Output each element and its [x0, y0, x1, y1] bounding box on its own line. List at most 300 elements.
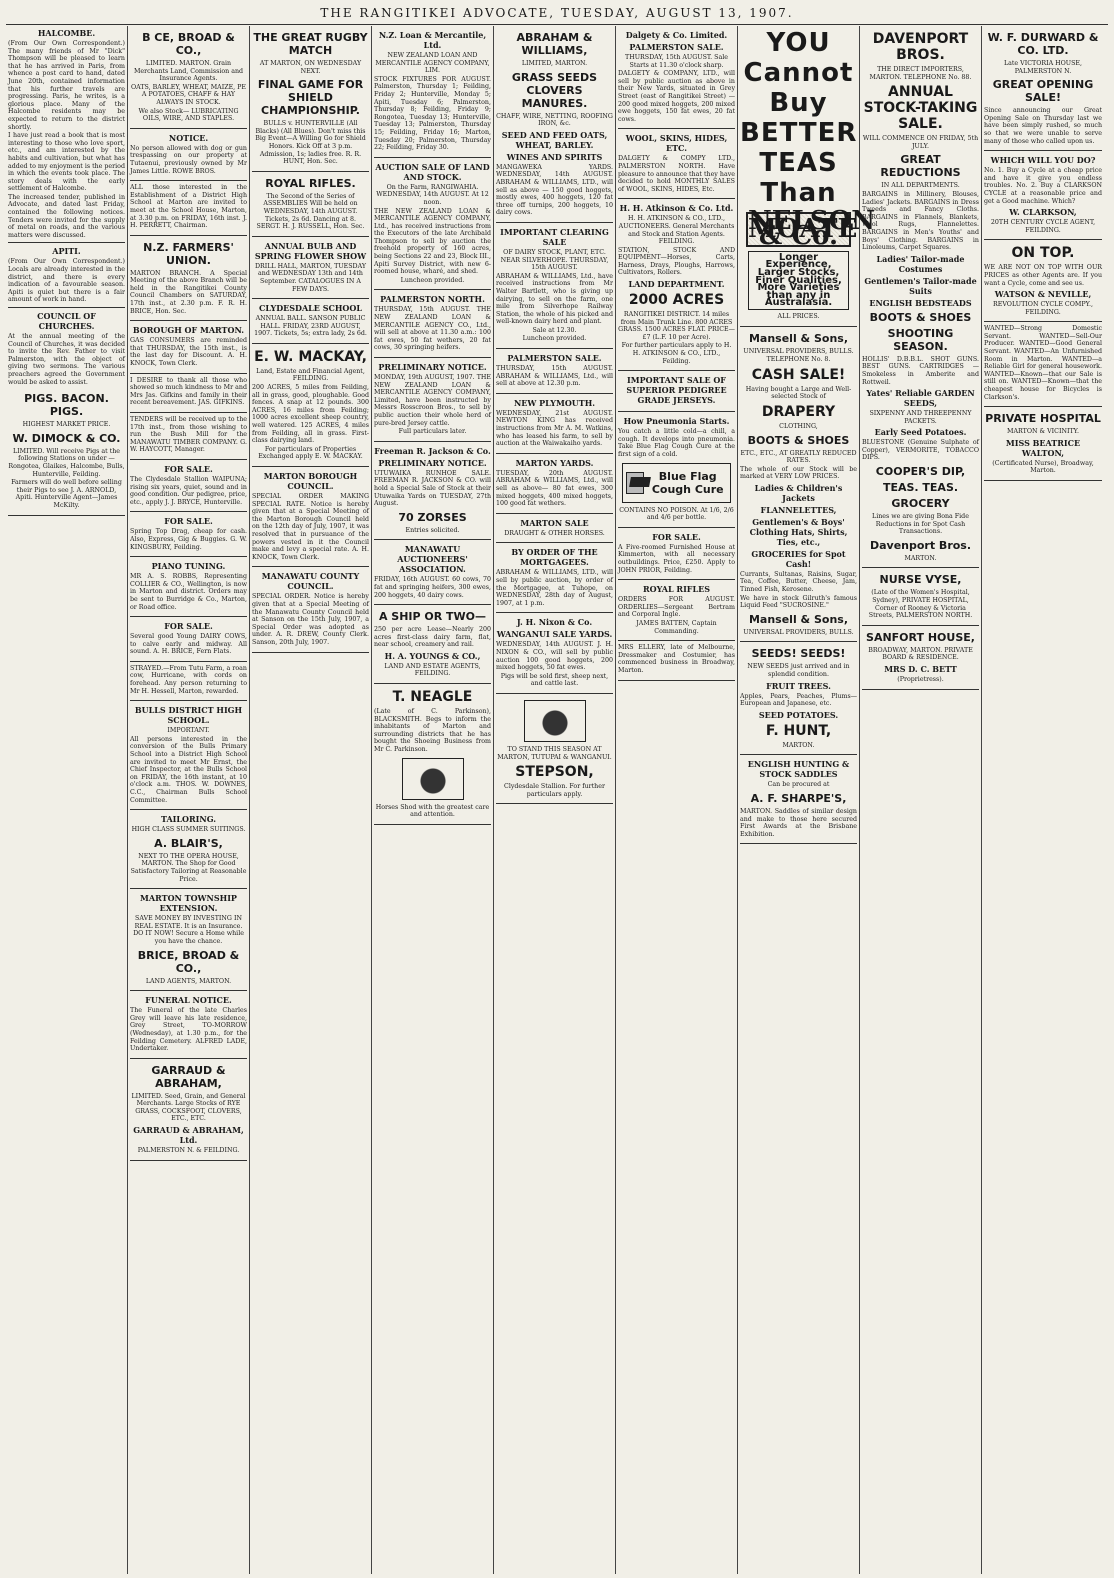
ad-text: Luncheon provided. [400, 276, 465, 284]
ad-text: ALL those interested in the Establishment of a District High School at Marton are invited to meet at the School House, Marton, at 3.30 p.m. on FRIDAY, 16th inst. J. H. PERRETT, Chairman. [130, 184, 247, 230]
divider [8, 307, 125, 308]
ad-heading: Yates' Reliable GARDEN SEEDS, [866, 388, 975, 409]
ad-text: Can be procured at [767, 781, 830, 789]
ad-text: TENDERS will be received up to the 17th inst., from those wishing to run the Bush Mill for the MANAWATU TIMBER COMPANY. G. W. HAYCOTT, Manager. [130, 416, 247, 454]
ad-horses [496, 514, 613, 544]
ad-text: MARTON BRANCH. A Special Meeting of the above Branch will be held in the Rangitikei County Council Chambers on SATURDAY, 17th inst., at 2.30 p.m. F. R. H. BRICE, Hon. Sec. [130, 269, 247, 315]
ad-heading: LAND DEPARTMENT. [628, 279, 725, 290]
ad-heading: How Pneumonia Starts. [623, 416, 730, 427]
ad-jackson [374, 442, 491, 541]
heading-apiti: APITI. [52, 246, 81, 257]
ad-heading: STEPSON, [515, 764, 594, 781]
ad-heading: Davenport Bros. [869, 538, 972, 552]
ad-heading: MRS D. C. BETT [884, 664, 957, 674]
ad-preliminary [374, 358, 491, 442]
ad-text: HIGH CLASS SUMMER SUITINGS. [131, 826, 246, 834]
ad-text: LAND AGENTS, MARTON. [145, 977, 232, 985]
ad-text: FRIDAY, 16th AUGUST. 60 cows, 70 fat and springing heifers, 300 ewes, 200 hoggets, 40 dairy cows. [374, 576, 491, 599]
nelson-logo: NELSON MOATE & Co. [748, 206, 876, 252]
ad-notice [130, 129, 247, 181]
ad-text: CONTAINS NO POISON. At 1/6, 2/6 and 4/6 per bottle. [619, 506, 734, 522]
ad-heading: MARTON YARDS. [515, 457, 594, 468]
ad-text: Full particulars later. [398, 428, 467, 436]
ad-strayed [130, 662, 247, 701]
ad-jerseys [618, 371, 735, 412]
ad-heading: SEEDS! SEEDS! [751, 647, 846, 661]
ad-text: We also Stock— LUBRICATING OILS, WIRE, AND STAPLES. [138, 107, 239, 123]
ad-heading: FINAL GAME FOR SHIELD CHAMPIONSHIP. [257, 78, 364, 118]
ad-text: Apples, Pears, Peaches, Plums—European and Japanese, etc. [740, 692, 857, 708]
ad-text: STATION, STOCK AND EQUIPMENT—Horses, Carts, Harness, Drays, Ploughs, Harrows, Cultivators, Rollers. [618, 246, 735, 277]
blue-flag-box [622, 463, 731, 503]
ad-heading: FRUIT TREES. [766, 680, 831, 691]
ad-heading: CLYDESDALE SCHOOL [259, 303, 362, 314]
ad-mortgagees [496, 543, 613, 613]
ad-heading: FUNERAL NOTICE. [145, 995, 232, 1006]
ad-text: MARTON. Saddles of similar design and make to those here secured First Awards at the Brisbane Exhibition. [740, 808, 857, 838]
ad-heading: CASH SALE! [751, 366, 846, 383]
ad-on-top [984, 240, 1102, 322]
ad-heading: Mansell & Sons, [748, 331, 849, 345]
column-6 [616, 26, 738, 1574]
ad-text: Lines we are giving Bona Fide Reductions in for Spot Cash Transactions. [872, 513, 969, 536]
ad-text: JAMES BATTEN, Captain Commanding. [636, 619, 717, 635]
ad-text: SAVE MONEY BY INVESTING IN REAL ESTATE. It is an Insurance. DO IT NOW! Secure a Home while you have the chance. [133, 915, 244, 945]
ad-heading: ANNUAL STOCK-TAKING SALE. [863, 84, 978, 133]
ad-text: 200 ACRES, 5 miles from Feilding, all in grass, good, ploughable. Good fences. A snap at 12 pounds. 300 ACRES, 16 miles from Feilding; 1000 acres excellent sheep country, well watered. 125 ACRES, 4 miles from Feilding, all in grass. First-class dairying land. [252, 384, 369, 445]
ad-borough [130, 321, 247, 373]
ad-auction-land [374, 158, 491, 291]
ad-heading: Dalgety & Co. Limited. [625, 30, 728, 40]
ad-headline: BETTER [740, 118, 858, 148]
ad-text: OF DAIRY STOCK, PLANT, ETC. NEAR SILVERHOPE. THURSDAY, 15th AUGUST. [500, 248, 609, 272]
ad-heading: BOOTS & SHOES [747, 433, 850, 447]
ad-text: The Second of the Series of ASSEMBLIES Will be held on WEDNESDAY, 14th AUGUST. Tickets, 2s 6d. Dancing at 8. SERGT. H. J. RUSSELL, Hon. Sec. [256, 192, 365, 231]
ad-headline: Than [760, 178, 837, 208]
ad-text: Currants, Sultanas, Raisins, Sugar, Tea, Coffee, Butter, Cheese, Jam, Tinned Fish, Kerosene. [740, 570, 857, 594]
ad-text: H. H. ATKINSON & CO., LTD., AUCTIONEERS. General Merchants and Stock and Station Agents. FEILDING. [618, 215, 735, 246]
ad-text: CHAFF, WIRE, NETTING, ROOFING IRON, &c. [496, 112, 613, 128]
ad-heading: Early Seed Potatoes. [874, 427, 967, 438]
ad-heading: ENGLISH BEDSTEADS [869, 297, 972, 308]
ad-text: You catch a little cold—a chill, a cough. It develops into pneumonia. Take Blue Flag Cough Cure at the first sign of a cold. [618, 428, 735, 458]
ad-heading: DAVENPORT BROS. [872, 31, 969, 63]
ad-subheading: IMPORTANT. [167, 727, 210, 735]
ad-heading: GREAT REDUCTIONS [880, 153, 961, 180]
ad-heading: W. F. DURWARD & CO. LTD. [987, 31, 1099, 57]
ad-heading: FLANNELETTES, [760, 504, 837, 515]
article-text: I have just read a book that is most interesting to those who love sport, etc., and am interested by the habits and cultivation, but what has added to my enjoyment is the period in which the events took place. The story deals with the early settlement of Halcombe. [8, 132, 125, 193]
ad-text: Land, Estate and Financial Agent, FEILDING. [256, 367, 365, 383]
ad-text: MARTON. [782, 741, 815, 749]
ad-heading: MARTON BOROUGH COUNCIL. [263, 471, 358, 491]
ad-heading: Blue Flag Cough Cure [651, 469, 724, 496]
ad-text: LIMITED, MARTON. [521, 60, 588, 67]
ad-headline: Buy [769, 88, 828, 118]
ad-heading: FOR SALE. [164, 516, 213, 527]
ad-heading: PRELIMINARY NOTICE. [378, 362, 487, 372]
ad-heading: Gentlemen's Tailor-made Suits [864, 275, 977, 296]
column-8 [860, 26, 982, 1574]
ad-text: Since announcing our Great Opening Sale on Thursday last we have been simply rushed, so much so that we were unable to serve many of those who called upon us. [984, 107, 1102, 145]
ad-text: STRAYED.—From Tutu Farm, a roan cow, Hurricane, with cords on forehead. Any person returning to Mr H. Hessell, Marton, rewarded. [130, 664, 247, 695]
ad-text: MARTON. [904, 554, 937, 562]
ad-marton-yards [496, 454, 613, 514]
ad-sanfort-house [862, 626, 979, 690]
ad-for-sale-cows [130, 617, 247, 662]
ad-text: PALMERSTON N. & FEILDING. [137, 1147, 240, 1155]
ad-text: LIMITED. MARTON. Grain Merchants Land, Commission and Insurance Agents. [133, 60, 244, 83]
ad-heading: TEAS. TEAS. [882, 481, 959, 495]
ad-text: RANGITIKEI DISTRICT. 14 miles from Main Trunk Line. 800 ACRES GRASS. 1500 ACRES FLAT. PRICE—£7 (L.F. 10 per Acre). [618, 311, 735, 341]
ad-thanks [130, 374, 247, 413]
ad-headline: TEAS [759, 148, 838, 178]
ad-heading: Ladies & Children's Jackets [754, 482, 843, 503]
ad-mansell [740, 327, 857, 643]
ad-text: SPECIAL ORDER. Notice is hereby given that at a Special Meeting of the Manawatu County Council held at Sanson on the 15th July, 1907, a Special Order was adopted as under. A. R. DREW, County Clerk. Sanson, 20th July, 1907. [252, 593, 369, 646]
article-text: (From Our Own Correspondent.) The many friends of Mr "Dick" Thompson will be pleased to learn that he has arrived in Paris, from whence a post card to hand, dated June 20th, contained information that his further travels are progressing. Paris, he writes, is a glorious place. Many of the Halcombe residents may be expected to return to the district shortly. [8, 40, 125, 131]
ad-text: SPECIAL ORDER MAKING SPECIAL RATE. Notice is hereby given that at a Special Meeting of the Marton Borough Council held on the 12th day of July, 1907, it was resolved that in pursuance of the powers vested in it the Council make and levy a special rate. A. H. KNOCK, Town Clerk. [252, 493, 369, 561]
ad-text: THE DIRECT IMPORTERS, MARTON. TELEPHONE No. 88. [869, 66, 972, 81]
ad-house-for-sale [618, 528, 735, 580]
ad-pigs [8, 387, 125, 515]
ad-heading: PALMERSTON SALE. [629, 42, 724, 52]
ad-heading: N.Z. FARMERS' UNION. [143, 240, 234, 267]
ad-heading: Freeman R. Jackson & Co. [374, 445, 491, 456]
ad-text: ORDERS FOR AUGUST. ORDERLIES—Sergeant Bertram and Corporal Ingle. [618, 596, 735, 619]
ad-text: REVOLUTION CYCLE COMPY., FEILDING. [993, 301, 1093, 316]
ad-text: ANNUAL BALL. SANSON PUBLIC HALL. FRIDAY, 23RD AUGUST, 1907. Tickets, 5s; extra lady, 2s 6d. [254, 315, 367, 338]
ad-heading: E. W. MACKAY, [254, 348, 367, 365]
ad-heading: DRAPERY [761, 403, 836, 420]
ad-text: CLOTHING, [779, 422, 818, 430]
ad-heading: GRASS SEEDS CLOVERS MANURES. [511, 70, 598, 110]
ad-text: WILL COMMENCE ON FRIDAY, 5th JULY. [862, 135, 979, 150]
ad-text: (Proprietress). [897, 676, 944, 683]
ad-text: WEDNESDAY, 21st AUGUST. NEWTON KING has received instructions from Mr A. M. Watkins, who has leased his farm, to sell by auction at the Waiwakaiho yards. [496, 409, 613, 448]
ad-heading: FOR SALE. [652, 531, 701, 542]
ad-manawatu-county [252, 567, 369, 652]
ad-flower-show [252, 237, 369, 299]
ad-text: OATS, BARLEY, WHEAT, MAIZE, PE A POTATOES, CHAFF & HAY ALWAYS IN STOCK. [130, 83, 247, 106]
ad-heading: T. NEAGLE [392, 689, 473, 706]
ad-text: No. 1. Buy a Cycle at a cheap price and have it give you endless troubles. No. 2. Buy a CLARKSON CYCLE at a reasonable price and get a Good machine. Which? [984, 167, 1102, 205]
ad-mackay [252, 344, 369, 467]
ad-heading: PRIVATE HOSPITAL [985, 412, 1101, 426]
ad-text: UNIVERSAL PROVIDERS, BULLS. [743, 347, 854, 355]
ad-text: WE ARE NOT ON TOP WITH OUR PRICES as other Agents are. If you want a Cycle, come and see us. [984, 264, 1102, 287]
ad-heading: H. H. Atkinson & Co. Ltd. [619, 203, 734, 214]
ad-text: BROADWAY, MARTON. PRIVATE BOARD & RESIDENCE. [868, 646, 973, 662]
ad-text: THURSDAY, 15th AUGUST. THE NEW ZEALAND LOAN & MERCANTILE AGENCY CO., Ltd., will sell at above at 11.30 a.m.: 100 fat ewes, 50 fat wethers, 20 fat cows, 30 springing heifers. [374, 306, 491, 352]
ad-heading: ROYAL RIFLES [642, 584, 710, 595]
ad-heading: PALMERSTON NORTH. [380, 294, 485, 305]
ad-wanted [984, 322, 1102, 407]
ad-text: SIXPENNY AND THREEPENNY PACKETS. [869, 410, 972, 425]
ad-text: NEW SEEDS just arrived and in splendid condition. [747, 663, 850, 679]
ad-text: DRILL HALL, MARTON, TUESDAY and WEDNESDAY 13th and 14th September. CATALOGUES IN A FEW DAYS. [254, 262, 367, 293]
ad-funeral [130, 991, 247, 1059]
ad-text: ABRAHAM & WILLIAMS, Ltd., have received instructions from Mr Walter Bartlett, who is giving up dairying, to sell on the farm, one mile from Silverhope Railway Station, the whole of his picked and well-known dairy herd and plant. [496, 272, 613, 326]
ad-heading: MARTON SALE [520, 517, 589, 528]
ad-heading: 70 ZORSES [398, 510, 467, 524]
ad-text: 20TH CENTURY CYCLE AGENT, FEILDING. [990, 219, 1096, 234]
ad-text: Having bought a Large and Well-selected Stock of [745, 385, 852, 401]
column-2 [128, 26, 250, 1574]
ad-heading: GROCERIES for Spot Cash! [751, 548, 846, 569]
ad-heading: BULLS DISTRICT HIGH SCHOOL. [134, 705, 243, 726]
ad-heading: ANNUAL BULB AND SPRING FLOWER SHOW [254, 240, 367, 261]
ad-text: NEW ZEALAND LOAN AND MERCANTILE AGENCY COMPANY, LIM. [375, 52, 490, 75]
ad-clearing-sale [496, 223, 613, 349]
ad-heading: SEED AND FEED OATS, WHEAT, BARLEY. [501, 129, 608, 150]
ad-text: MR A. S. ROBBS, Representing COLLIER & CO., Wellington, is now in Marton and district. Orders may be sent to Burridge & Co., Marton, or Road office. [130, 573, 247, 611]
ad-text: For particulars of Properties Exchanged apply E. W. MACKAY. [258, 445, 363, 461]
divider [8, 242, 125, 243]
ad-dalgety [618, 26, 735, 129]
ad-rifles-orders [618, 580, 735, 641]
ad-durward [984, 26, 1102, 151]
ad-heading: Gentlemen's & Boys' Clothing Hats, Shirts, Ties, etc., [749, 516, 848, 547]
ad-text: THURSDAY, 15th AUGUST. Sale Starts at 11.30 o'clock sharp. [625, 54, 728, 69]
ad-text: Entries solicited. [405, 526, 460, 534]
ad-heading: WATSON & NEVILLE, [994, 289, 1092, 300]
ad-stepson [496, 694, 613, 804]
ad-neagle [374, 684, 491, 825]
ad-text: The whole of our Stock will be marked at VERY LOW PRICES. [740, 465, 857, 481]
ad-heading: BOOTS & SHOES [869, 310, 972, 324]
ad-text: I DESIRE to thank all those who showed so much kindness to Mr and Mrs Jas. Gifkins and family in their recent bereavement. JAS. GIFKINS. [130, 376, 247, 407]
column-1 [6, 26, 128, 1574]
ad-text: UNIVERSAL PROVIDERS, BULLS. [743, 628, 854, 636]
ad-for-sale-stallion [130, 460, 247, 512]
ad-text: Late VICTORIA HOUSE, PALMERSTON N. [1003, 60, 1083, 75]
ad-heading: MISS BEATRICE WALTON, [1005, 437, 1081, 458]
ad-text: THURSDAY, 15th AUGUST. ABRAHAM & WILLIAMS, Ltd., will sell at above at 12.30 p.m. [496, 365, 613, 388]
ad-text: NEXT TO THE OPERA HOUSE, MARTON. The Shop for Good Satisfactory Tailoring at Reasonable Price. [130, 852, 247, 883]
ad-headline: Cannot [743, 58, 854, 88]
ad-heading: NURSE VYSE, [879, 573, 962, 587]
ad-heading: TAILORING. [160, 814, 217, 825]
ad-heading: NEW PLYMOUTH. [513, 397, 596, 408]
ad-ellery [618, 641, 735, 680]
ad-heading: ON TOP. [1011, 245, 1075, 262]
ad-pneumonia [618, 412, 735, 528]
ad-text: On the Farm, RANGIWAHIA. WEDNESDAY, 14th AUGUST. At 12 noon. [376, 183, 489, 206]
ad-heading: 2000 ACRES [628, 292, 725, 309]
ad-text: TUESDAY, 20th AUGUST. ABRAHAM & WILLIAMS, Ltd., will sell as above— 80 fat ewes, 300 mixed hoggets, 400 mixed hoggets, 100 good fat wethers. [496, 469, 613, 508]
horse-icon [524, 700, 586, 742]
ad-text: LAND AND ESTATE AGENTS, FEILDING. [384, 662, 481, 678]
column-5 [494, 26, 616, 1574]
ad-bulls-school [130, 701, 247, 810]
ad-heading: W. DIMOCK & CO. [12, 431, 121, 445]
ad-heading: PRELIMINARY NOTICE. [378, 457, 487, 468]
ad-heading: BRICE, BROAD & CO., [137, 948, 240, 975]
article-text: The increased tender, published in Advocate, and dated last Friday, contained the following notices. Tenders were invited for the supply of metal on roads, and the various matters were discussed. [8, 193, 125, 239]
column-9 [982, 26, 1104, 1574]
ad-heading: PIANO TUNING. [151, 561, 226, 572]
ad-abraham-williams [496, 26, 613, 223]
ad-text: (Certificated Nurse), Broadway, Marton. [992, 459, 1094, 475]
ad-new-plymouth [496, 394, 613, 454]
ad-nelson-teas [740, 26, 876, 327]
ad-heading: PIGS. BACON. PIGS. [24, 392, 109, 419]
ad-heading: ENGLISH HUNTING & STOCK SADDLES [747, 759, 850, 780]
ad-text: HOLLIS' D.B.B.L. SHOT GUNS. BEST GUNS. CARTRIDGES — Smokeless in Amberite and Rottweil. [862, 355, 979, 386]
ad-heading: H. A. YOUNGS & CO., [384, 650, 481, 661]
ad-headline: YOU [766, 28, 831, 58]
ad-marton-borough [252, 467, 369, 567]
ad-text: Luncheon provided. [522, 335, 587, 343]
ad-seeds [740, 642, 857, 755]
ad-text: All persons interested in the conversion of the Bulls Primary School into a District High School are invited to meet Mr Ernst, the Chief Inspector, at the Bulls School on FRIDAY, the 16th instant, at 10 o'clock a.m. THOS. W. DOWNES, C.C., Chairman Bulls School Committee. [130, 735, 247, 804]
ad-brice-broad [130, 26, 247, 129]
ad-text: Clydesdale Stallion. For further particulars apply. [504, 783, 605, 798]
ad-tailoring [130, 810, 247, 889]
ad-heading: MARTON TOWNSHIP EXTENSION. [140, 893, 237, 914]
flag-icon [626, 472, 644, 494]
ad-heading: B CE, BROAD & CO., [142, 31, 235, 57]
ad-text: THE NEW ZEALAND LOAN & MERCANTILE AGENCY COMPANY, Ltd., has received instructions from the Executors of the late Archibald Thompson to sell by auction the freehold property of 160 acres, being Sections 22 and 23, Block III., Apiti Survey District, with new 6-roomed house, wharé, and shed. [374, 207, 491, 276]
ad-nurse-vyse [862, 568, 979, 625]
ad-text: DRAUGHT & OTHER HORSES. [504, 529, 605, 537]
horse-icon [402, 758, 464, 800]
ad-heading: GARRAUD & ABRAHAM, Ltd. [133, 1125, 244, 1146]
ad-heading: SHOOTING SEASON. [887, 326, 954, 353]
ad-text: MARTON & VICINITY. [1007, 428, 1079, 436]
ad-garraud [130, 1059, 247, 1161]
ad-manawatu-auctioneers [374, 540, 491, 605]
heading-halcombe: HALCOMBE. [37, 28, 96, 38]
ad-nixon [496, 613, 613, 694]
ad-township [130, 889, 247, 991]
ad-text: MANGAWEKA YARDS. WEDNESDAY, 14th AUGUST. ABRAHAM & WILLIAMS, LTD., will sell as above — 150 good hoggets, mostly ewes, 400 hoggets, 120 fat three off turnips, 200 hoggets, 10 dairy cows. [496, 163, 613, 217]
ad-heading: W. CLARKSON, [1009, 207, 1077, 218]
ad-ship [374, 605, 491, 684]
ad-atkinson [618, 199, 735, 371]
article-text: At the annual meeting of the Council of Churches, it was decided to invite the Rev. Father to visit Palmerston, with the object of giving two sermons. The various preachers agreed the Government would be asked to assist. [8, 333, 125, 386]
ad-heading: A SHIP OR TWO— [378, 610, 487, 624]
ad-text: Horses Shod with the greatest care and attention. [375, 803, 490, 819]
ad-palmerston [374, 290, 491, 358]
ad-saddles [740, 755, 857, 844]
ad-text: UTUWAIKA RUNHOE SALE. FREEMAN R. JACKSON & CO. will hold a Special Sale of Stock at their Utuwaika Yards on TUESDAY, 27th August. [374, 469, 491, 508]
ad-royal-rifles [252, 172, 369, 237]
ad-heading: SEED POTATOES. [758, 709, 839, 720]
column-3 [250, 26, 372, 1574]
ad-heading: MANAWATU COUNTY COUNCIL. [261, 571, 360, 592]
ad-heading: FOR SALE. [164, 621, 213, 632]
column-4 [372, 26, 494, 1574]
ad-text: AT MARTON, ON WEDNESDAY NEXT. [259, 60, 362, 75]
article-text: (From Our Own Correspondent.) Locals are already interested in the district, and there is every indication of a favourable season. Apiti is quiet but there is a fair amount of work in hand. [8, 258, 125, 304]
ad-heading: THE GREAT RUGBY MATCH [253, 31, 368, 57]
ad-heading: GREAT OPENING SALE! [992, 78, 1094, 105]
ad-text: A Five-roomed Furnished House at Kimmerton, with all necessary outbuildings. Price, £250. Apply to JOHN PRIOR, Feilding. [618, 543, 735, 574]
ad-heading: ABRAHAM & WILLIAMS, [516, 31, 593, 57]
ad-text: The Clydesdale Stallion WAIPUNA; rising six years, quiet, sound and in good condition. Our pedigree, price, etc., apply J. J. BRYCE, Hunterville. [130, 475, 247, 506]
ad-text: WEDNESDAY, 14th AUGUST. J. H. NIXON & CO., will sell by public auction 100 good hoggets, 200 mixed hoggets, 50 fat ewes. [496, 641, 613, 672]
ad-davenport [862, 26, 979, 568]
ad-heading: WINES AND SPIRITS [506, 151, 603, 162]
ad-text: ABRAHAM & WILLIAMS, LTD., will sell by public auction, by order of the Mortgagee, at Tuhope, on WEDNESDAY, 28th day of August, 1907, at 1 p.m. [496, 569, 613, 607]
ad-heading: WOOL, SKINS, HIDES, ETC. [625, 133, 728, 154]
ad-high-school [130, 181, 247, 236]
ad-nz-loan [374, 26, 491, 158]
ad-heading: COOPER'S DIP, [875, 465, 966, 479]
ad-text: Farmers will do well before selling their Pigs to see J. A. ARNOLD, Apiti. Hunterville Agent—James McKilty. [11, 479, 122, 509]
ad-text: 250 per acre Lease—Nearly 200 acres first-class dairy farm, flat, near school, creamery and rail. [374, 626, 491, 649]
ad-text: MONDAY, 19th AUGUST, 1907. THE NEW ZEALAND LOAN & MERCANTILE AGENCY COMPANY, Limited, have been instructed by Messrs Rosscroon Bros., to sell by public auction their whole herd of pure-bred Jersey cattle. [374, 374, 491, 427]
ad-text: WANTED—Strong Domestic Servant. WANTED—Sell-Our Producer. WANTED—Good General Servant. WANTED—An Unfurnished Room in Marton. WANTED—a Reliable Girl for general housework. WANTED—Known—that our Sale is still on. WANTED—Known—that the cheapest house for Bicycles is Clarkson's. [984, 325, 1102, 401]
ad-heading: BY ORDER OF THE MORTGAGEES. [511, 547, 598, 568]
ad-farmers-union [130, 236, 247, 322]
ad-heading: Mansell & Sons, [748, 612, 849, 626]
ad-text: HIGHEST MARKET PRICE. [22, 421, 111, 429]
ad-text: For further particulars apply to H. H. ATKINSON & CO., LTD., Feilding. [621, 342, 732, 365]
ad-text: DALGETY & COMPANY, LTD., will sell by public auction as above in their New Yards, situated in Grey Street (east of Rangitikei Street) — 200 good mixed hoggets, 200 mixed ewe hoggets, 150 fat ewes, 20 fat cows. [618, 70, 735, 123]
ad-heading: GARRAUD & ABRAHAM, [151, 1063, 226, 1090]
ad-text: BARGAINS in Millinery, Blouses, Ladies' Jackets. BARGAINS in Dress Tweeds and Fancy Cloths. BARGAINS in Flannels, Blankets, Wool Rugs, Flannelettes. BARGAINS in Men's Youths' and Boys' Clothing. BARGAINS in Linoleums, Carpet Squares. [862, 190, 979, 252]
ad-heading: FOR SALE. [164, 463, 213, 474]
ad-heading: A. F. SHARPE'S, [750, 792, 847, 805]
ad-text: Pigs will be sold first, sheep next, and cattle last. [500, 672, 609, 688]
ad-piano-tuning [130, 557, 247, 617]
ad-text: ETC., ETC., AT GREATLY REDUCED RATES. [740, 449, 857, 465]
column-7 [738, 26, 876, 1574]
ad-heading: A. BLAIR'S, [154, 836, 223, 850]
ad-text: Longer Experience, Larger Stocks, Finer Qualities, More Varieties than any in Australasia. [748, 251, 849, 310]
ad-text: BULLS v. HUNTERVILLE (All Blacks) (All Blues). Don't miss this Big Event—A Willing Go for Shield Honors. Kick Off at 3 p.m. Admission, 1s; ladies free. R. R. HUNT, Hon. Sec. [255, 120, 366, 166]
heading-council: COUNCIL OF CHURCHES. [37, 311, 96, 331]
ad-text: TELEPHONE No. 8. [766, 356, 831, 364]
masthead: THE RANGITIKEI ADVOCATE, TUESDAY, AUGUST 13, 1907. [6, 2, 1108, 25]
ad-text: Spring Top Drag, cheap for cash. Also, Express, Gig & Buggies. G. W. KINGSBURY, Feilding. [130, 528, 247, 551]
ad-clydesdale-ball [252, 299, 369, 344]
columns [6, 26, 1108, 1574]
ad-text: BLUESTONE (Genuine Sulphate of Copper), VERMORITE, TOBACCO DIPS. [862, 439, 979, 462]
ad-heading: N.Z. Loan & Mercantile, Ltd. [378, 30, 487, 50]
ad-text: LIMITED. Will receive Pigs at the following Stations on under — Rongotea, Glaikes, Halcombe, Bulls, Hunterville, Feilding. [8, 447, 125, 478]
ad-heading: NOTICE. [168, 132, 209, 143]
ad-tenders [130, 413, 247, 460]
ad-palmerston-sale [496, 349, 613, 394]
ad-text: Sale at 12.30. [532, 326, 577, 334]
ad-text: DALGETY & COMPY LTD., PALMERSTON NORTH. Have pleasure to announce that they have decided to hold MONTHLY SALES of WOOL, SKINS, HIDES, Etc. [618, 155, 735, 193]
ad-text: GAS CONSUMERS are reminded that THURSDAY, the 15th inst., is the last day for Discount. A. H. KNOCK, Town Clerk. [130, 337, 247, 368]
ad-heading: ROYAL RIFLES. [265, 176, 356, 190]
ad-heading: BOROUGH OF MARTON. [132, 325, 245, 336]
ad-text: IN ALL DEPARTMENTS. [881, 182, 960, 190]
ad-heading: J. H. Nixon & Co. [516, 617, 593, 628]
ad-heading: PALMERSTON SALE. [507, 353, 602, 364]
ad-text: Several good Young DAIRY COWS, to calve early and midway. All sound. A. H. BRICE, Fern Flats. [130, 633, 247, 656]
ad-heading: Ladies' Tailor-made Costumes [876, 253, 965, 274]
ad-text: MRS ELLERY, late of Melbourne, Dressmaker and Costumier, has commenced business in Broadway, Marton. [618, 644, 735, 674]
ad-text: LIMITED. Seed, Grain, and General Merchants. Large Stocks of RYE GRASS, COCKSFOOT, CLOVERS, ETC., ETC. [131, 1092, 246, 1123]
ad-text: No person allowed with dog or gun trespassing on our property at Tutaenui, previously owned by Mr James Little. ROWE BROS. [130, 144, 247, 175]
ad-text: STOCK FIXTURES FOR AUGUST. Palmerston, Thursday 1; Feilding, Friday 2; Hunterville, Monday 5; Apiti, Tuesday 6; Palmerston, Thursday 8; Feilding, Friday 9; Rongotea, Tuesday 13; Hunterville, Tuesday 13; Palmerston, Thursday 15; Feilding, Friday 16; Marton, Tuesday 20; Palmerston, Thursday 22; Feilding, Friday 30. [374, 75, 491, 152]
ad-text: TO STAND THIS SEASON AT MARTON, TUTUPAI & WANGANUI. [497, 745, 612, 761]
ad-text: (Late of C. Parkinson), BLACKSMITH. Begs to inform the inhabitants of Marton and surrounding districts that he has bought the Shoeing Business from Mr C. Parkinson. [374, 708, 491, 754]
ad-heading: IMPORTANT SALE OF SUPERIOR PEDIGREE GRADE JERSEYS. [626, 375, 727, 406]
ad-for-sale-drag [130, 512, 247, 557]
ad-text: The Funeral of the late Charles Grey will leave his late residence, Grey Street, TO-MORROW (Wednesday), at 1.30 p.m., for the Feilding Cemetery. ALFRED LADE, Undertaker. [130, 1007, 247, 1053]
ad-wool-skins [618, 129, 735, 199]
ad-heading: AUCTION SALE OF LAND AND STOCK. [375, 161, 490, 182]
ad-clarkson [984, 151, 1102, 240]
